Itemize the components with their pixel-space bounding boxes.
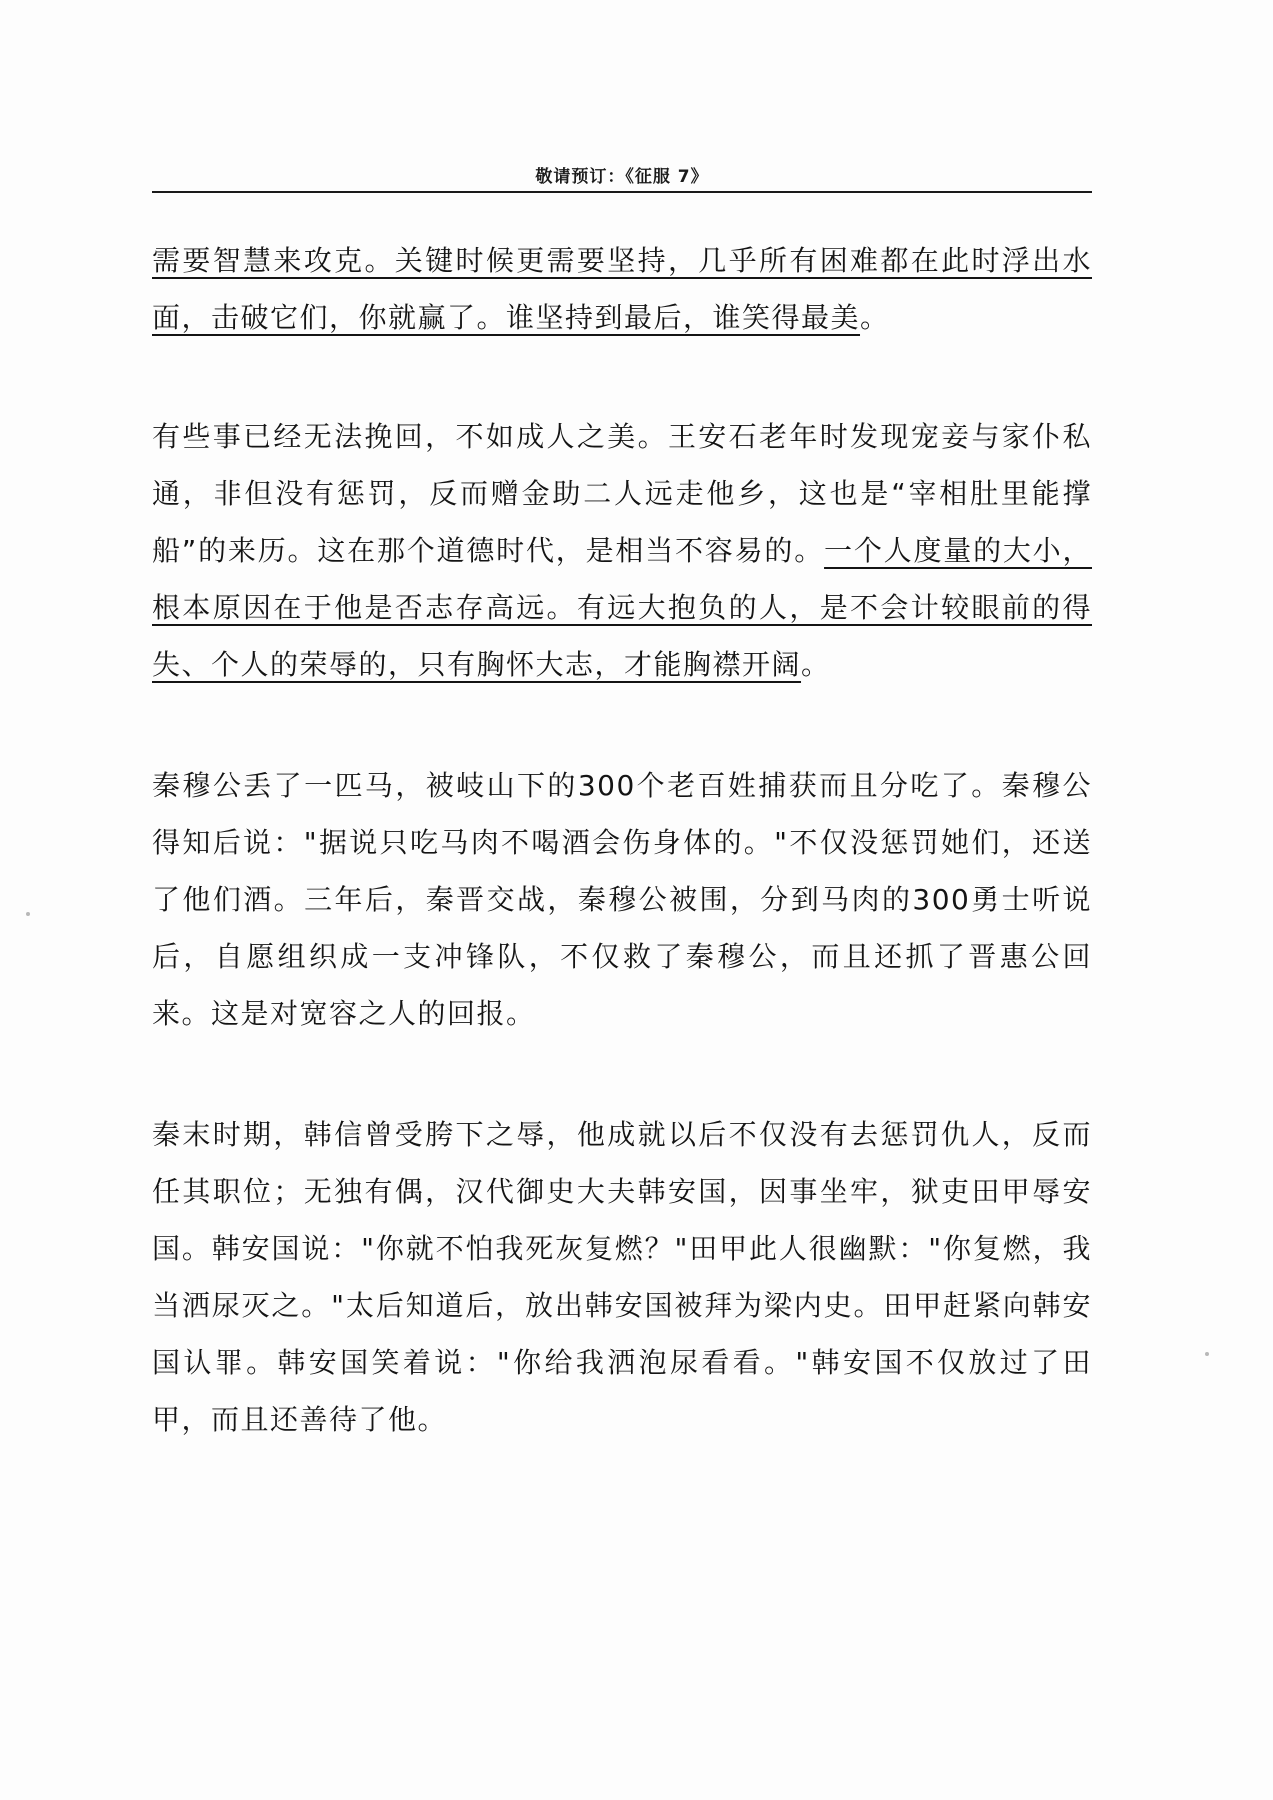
paragraph-3 xyxy=(152,757,1092,1042)
scan-speck xyxy=(1205,1352,1209,1356)
text-run: 。 xyxy=(801,648,831,681)
paragraph-1 xyxy=(152,232,1092,346)
text-run: 秦末时期，韩信曾受胯下之辱，他成就以后不仅没有去惩罚仇人，反而任其职位；无独有偶，汉代御史大夫韩安国，因事坐牢，狱吏田甲辱安国。韩安国说："你就不怕我死灰复燃？"田甲此人很幽默："你复燃，我当洒尿灭之。"太后知道后，放出韩安国被拜为梁内史。田甲赶紧向韩安国认罪。韩安国笑着说："你给我洒泡尿看看。"韩安国不仅放过了田甲，而且还善待了他。 xyxy=(152,1118,1092,1436)
running-header: 敬请预订：《征服 7》 xyxy=(535,167,709,187)
underlined-passage: 一个人度量的大小，根本原因在于他是否志存高远。有远大抱负的人，是不会计较眼前的得失、个人的荣辱的，只有胸怀大志，才能胸襟开阔 xyxy=(152,534,1092,681)
header-divider xyxy=(152,191,1092,193)
text-run: 秦穆公丢了一匹马，被岐山下的300个老百姓捕获而且分吃了。秦穆公得知后说："据说只吃马肉不喝酒会伤身体的。"不仅没惩罚她们，还送了他们酒。三年后，秦晋交战，秦穆公被围，分到马肉的300勇士听说后，自愿组织成一支冲锋队，不仅救了秦穆公，而且还抓了晋惠公回来。这是对宽容之人的回报。 xyxy=(152,769,1092,1030)
text-run: 有些事已经无法挽回，不如成人之美。王安石老年时发现宠妾与家仆私通，非但没有惩罚，反而赠金助二人远走他乡，这也是“宰相肚里能撑船”的来历。这在那个道德时代，是相当不容易的。 xyxy=(152,420,1092,567)
scan-speck xyxy=(26,912,30,916)
body-text xyxy=(152,232,1092,1510)
underlined-passage: 需要智慧来攻克。关键时候更需要坚持，几乎所有困难都在此时浮出水面，击破它们，你就赢了。谁坚持到最后，谁笑得最美 xyxy=(152,244,1092,334)
paragraph-2 xyxy=(152,408,1092,693)
paragraph-4 xyxy=(152,1106,1092,1448)
text-run: 。 xyxy=(860,301,890,334)
